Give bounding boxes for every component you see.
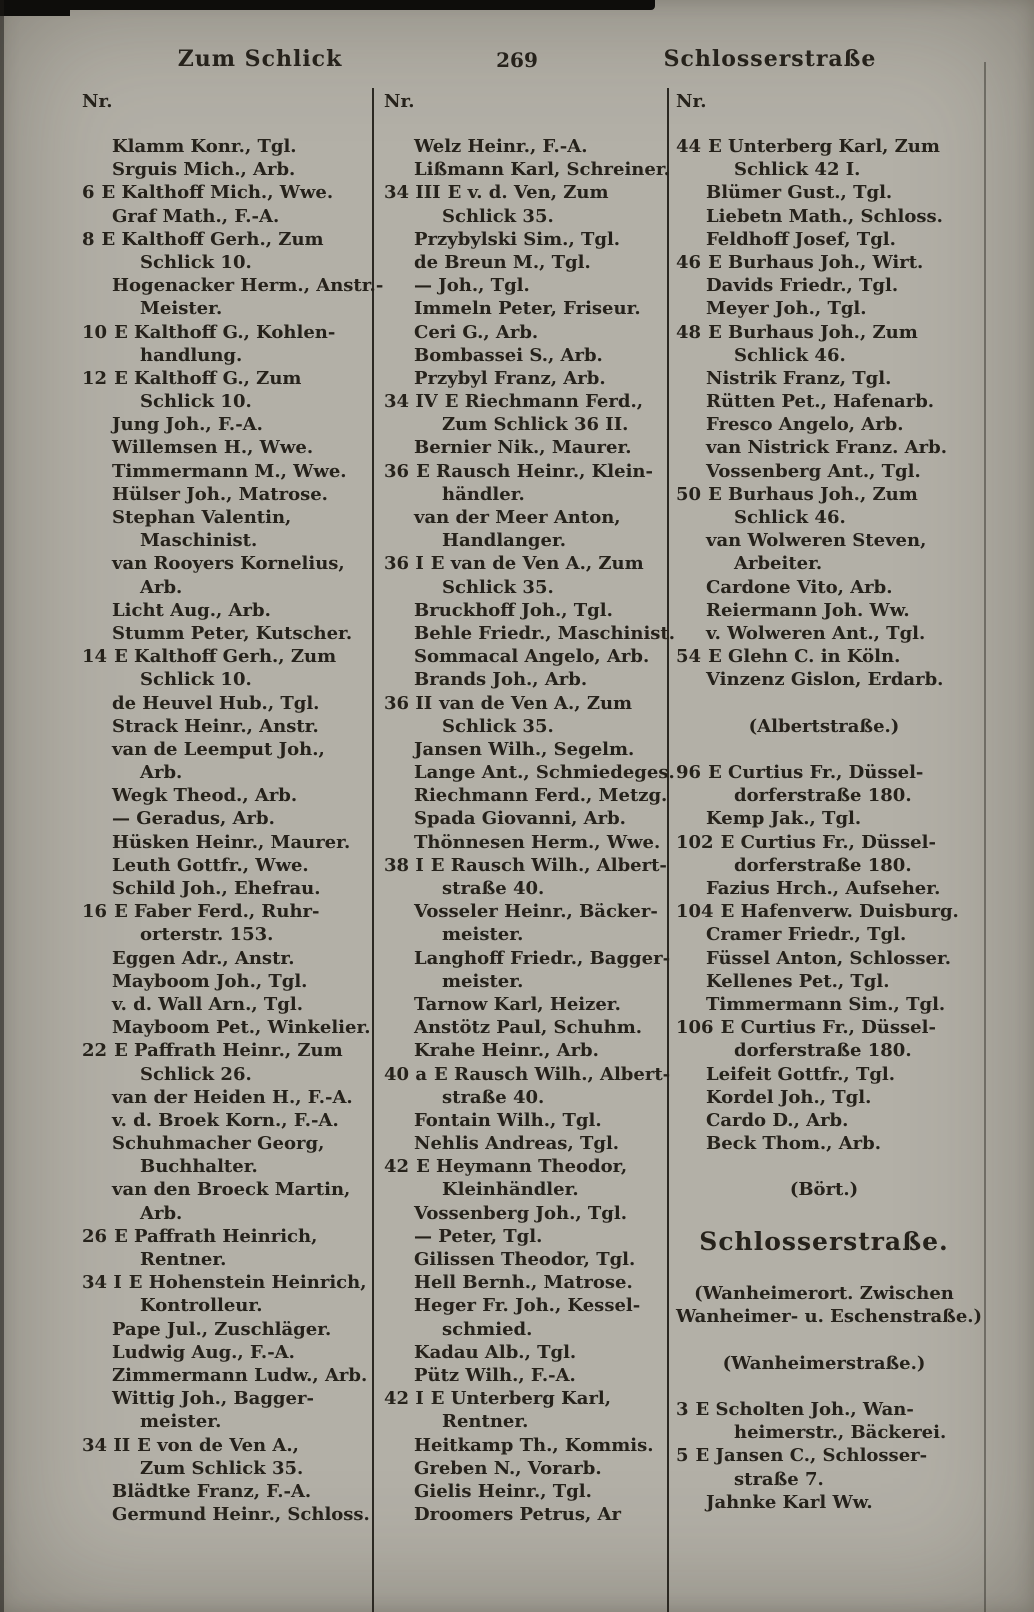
house-number: 36 II: [384, 692, 433, 714]
street-section-heading: Schlosserstraße.: [699, 1226, 949, 1256]
directory-line: Droomers Petrus, Ar: [414, 1504, 621, 1526]
directory-line: dorferstraße 180.: [734, 785, 912, 807]
directory-line: handlung.: [140, 344, 243, 366]
entry-text: E Rausch Heinr., Klein-: [416, 460, 653, 482]
column-rule-left: [372, 88, 374, 1612]
directory-line: Schuhmacher Georg,: [112, 1133, 325, 1155]
directory-entry-line: [676, 1016, 972, 1039]
directory-line: Bernier Nik., Maurer.: [414, 437, 632, 459]
entry-text: E Curtius Fr., Düssel-: [708, 762, 924, 784]
directory-line: Feldhoff Josef, Tgl.: [706, 228, 896, 250]
directory-line: Tarnow Karl, Heizer.: [414, 993, 621, 1015]
entry-text: E Curtius Fr., Düssel-: [720, 831, 936, 853]
directory-line: Fontain Wilh., Tgl.: [414, 1109, 602, 1131]
directory-line: Wanheimer- u. Eschenstraße.): [676, 1306, 983, 1328]
house-number: 14: [82, 646, 108, 668]
directory-line: Meyer Joh., Tgl.: [706, 298, 867, 320]
directory-line: Nehlis Andreas, Tgl.: [414, 1133, 620, 1155]
directory-line: Thönnesen Herm., Wwe.: [414, 831, 661, 853]
directory-line: v. d. Wall Arn., Tgl.: [112, 993, 303, 1015]
entry-text: E v. d. Ven, Zum: [447, 182, 609, 204]
house-number: 36: [384, 460, 410, 482]
house-number: 42: [384, 1156, 410, 1178]
directory-line: Licht Aug., Arb.: [112, 599, 271, 621]
directory-entry-line: [676, 761, 972, 784]
directory-line: Gilissen Theodor, Tgl.: [414, 1249, 636, 1270]
directory-line: Meister.: [140, 298, 223, 320]
directory-line: Rütten Pet., Hafenarb.: [706, 391, 935, 413]
directory-line: Kemp Jak., Tgl.: [706, 808, 862, 830]
directory-line: Jung Joh., F.-A.: [112, 414, 263, 436]
directory-line: Kellenes Pet., Tgl.: [706, 970, 890, 992]
entry-text: E Paffrath Heinrich,: [114, 1225, 318, 1247]
directory-entry-line: [384, 1387, 664, 1410]
directory-line: Füssel Anton, Schlosser.: [706, 947, 952, 969]
directory-line: Vossenberg Ant., Tgl.: [706, 460, 921, 482]
directory-line: Willemsen H., Wwe.: [112, 437, 314, 459]
house-number: 40 a: [384, 1063, 427, 1085]
house-number: 96: [676, 762, 702, 784]
entry-text: E Kalthoff Gerh., Zum: [101, 228, 324, 250]
entry-text: E Burhaus Joh., Wirt.: [708, 251, 924, 273]
scan-artifact-top-band: [0, 0, 655, 10]
directory-line: Krahe Heinr., Arb.: [414, 1040, 599, 1062]
directory-line: Eggen Adr., Anstr.: [112, 947, 295, 969]
directory-line: dorferstraße 180.: [734, 854, 912, 876]
house-number: 34 IV: [384, 391, 438, 413]
directory-line: Cramer Friedr., Tgl.: [706, 924, 907, 946]
directory-entry-line: [384, 390, 664, 413]
directory-line: Vosseler Heinr., Bäcker-: [414, 901, 658, 923]
directory-line: Heitkamp Th., Kommis.: [414, 1434, 654, 1456]
directory-line: (Albertstraße.): [748, 715, 900, 737]
directory-line: straße 7.: [734, 1468, 824, 1490]
directory-line: v. d. Broek Korn., F.-A.: [112, 1109, 339, 1131]
directory-entry-line: [82, 181, 370, 204]
nr-column-label: Nr.: [82, 91, 113, 112]
directory-line: van de Leemput Joh.,: [112, 738, 325, 760]
directory-line: Schlick 35.: [442, 576, 554, 598]
directory-line: Kordel Joh., Tgl.: [706, 1086, 872, 1108]
house-number: 26: [82, 1225, 108, 1247]
house-number: 44: [676, 136, 702, 157]
directory-line: de Breun M., Tgl.: [414, 251, 591, 273]
directory-entry-line: [676, 135, 972, 158]
house-number: 48: [676, 321, 702, 343]
directory-line: Germund Heinr., Schloss.: [112, 1504, 370, 1526]
directory-entry-line: [676, 483, 972, 506]
entry-text: E Riechmann Ferd.,: [444, 391, 643, 413]
entry-text: E Curtius Fr., Düssel-: [720, 1017, 936, 1039]
entry-text: E van de Ven A., Zum: [430, 553, 644, 575]
directory-column: [384, 90, 676, 1526]
directory-line: de Heuvel Hub., Tgl.: [112, 692, 320, 714]
directory-line: Gielis Heinr., Tgl.: [414, 1480, 592, 1502]
directory-line: Sommacal Angelo, Arb.: [414, 646, 650, 668]
directory-entry-line: [384, 854, 667, 877]
entry-text: E von de Ven A.,: [137, 1434, 299, 1456]
directory-line: Blädtke Franz, F.-A.: [112, 1480, 312, 1502]
directory-line: van der Meer Anton,: [414, 507, 621, 528]
house-number: 12: [82, 367, 108, 389]
directory-line: Wegk Theod., Arb.: [112, 785, 298, 807]
directory-line: — Geradus, Arb.: [112, 808, 275, 830]
directory-line: Arb.: [140, 762, 183, 784]
directory-line: Graf Math., F.-A.: [112, 205, 280, 227]
directory-line: Immeln Peter, Friseur.: [414, 298, 641, 320]
directory-line: Rentner.: [442, 1411, 529, 1433]
directory-entry-line: [82, 1271, 370, 1294]
directory-line: Fazius Hrch., Aufseher.: [706, 878, 941, 899]
directory-entry-line: [676, 900, 972, 923]
scan-artifact-top-corner: [0, 0, 70, 16]
directory-line: meister.: [442, 970, 524, 992]
entry-text: E Burhaus Joh., Zum: [708, 483, 918, 505]
house-number: 6: [82, 182, 95, 204]
directory-line: Blümer Gust., Tgl.: [706, 182, 893, 204]
directory-line: Anstötz Paul, Schuhm.: [414, 1017, 643, 1039]
entry-text: E Kalthoff Mich., Wwe.: [101, 182, 334, 204]
directory-line: Vinzenz Gislon, Erdarb.: [706, 669, 944, 691]
directory-line: Stephan Valentin,: [112, 507, 292, 528]
directory-line: Reiermann Joh. Ww.: [706, 599, 910, 621]
page-number: 269: [496, 48, 538, 72]
directory-line: Fresco Angelo, Arb.: [706, 414, 904, 436]
directory-line: (Wanheimerort. Zwischen: [694, 1283, 954, 1304]
house-number: 54: [676, 646, 702, 668]
directory-entry-line: [676, 321, 972, 344]
house-number: 46: [676, 251, 702, 273]
directory-entry-line: [384, 460, 664, 483]
directory-line: Arb.: [140, 1202, 183, 1224]
directory-line: straße 40.: [442, 1086, 545, 1108]
directory-line: Schild Joh., Ehefrau.: [112, 878, 321, 899]
directory-line: Zum Schlick 35.: [140, 1457, 304, 1479]
directory-line: [676, 1155, 972, 1178]
directory-line: Leuth Gottfr., Wwe.: [112, 854, 309, 876]
directory-line: Kadau Alb., Tgl.: [414, 1341, 577, 1363]
directory-line: Schlick 10.: [140, 251, 252, 273]
directory-line: — Peter, Tgl.: [414, 1225, 543, 1247]
house-number: 10: [82, 321, 108, 343]
directory-line: Stumm Peter, Kutscher.: [112, 622, 353, 644]
directory-line: Ludwig Aug., F.-A.: [112, 1341, 295, 1363]
directory-line: Cardone Vito, Arb.: [706, 576, 893, 598]
directory-line: Beck Thom., Arb.: [706, 1133, 881, 1155]
directory-line: schmied.: [442, 1318, 533, 1340]
entry-text: E Burhaus Joh., Zum: [708, 321, 918, 343]
directory-line: Pape Jul., Zuschläger.: [112, 1318, 332, 1340]
directory-line: (Bört.): [789, 1179, 859, 1201]
house-number: 22: [82, 1040, 108, 1062]
directory-line: Ceri G., Arb.: [414, 321, 539, 343]
directory-entry-line: [82, 1039, 370, 1062]
entry-text: E Faber Ferd., Ruhr-: [114, 901, 320, 923]
directory-line: Schlick 46.: [734, 344, 846, 366]
directory-entry-line: [82, 645, 370, 668]
running-header-left: Zum Schlick: [177, 46, 343, 72]
directory-line: Riechmann Ferd., Metzg.: [414, 785, 668, 807]
directory-line: van Rooyers Kornelius,: [112, 553, 345, 575]
directory-line: [676, 738, 972, 761]
directory-line: Timmermann Sim., Tgl.: [706, 993, 946, 1015]
house-number: 42 I: [384, 1388, 424, 1410]
directory-entry-line: [676, 1444, 972, 1467]
entry-text: E Jansen C., Schlosser-: [695, 1445, 928, 1467]
directory-line: meister.: [442, 924, 524, 946]
directory-entry-line: [82, 900, 370, 923]
directory-line: Hell Bernh., Matrose.: [414, 1272, 633, 1294]
directory-line: Jansen Wilh., Segelm.: [414, 738, 635, 760]
directory-line: Srguis Mich., Arb.: [112, 159, 296, 181]
directory-line: Klamm Konr., Tgl.: [112, 136, 297, 157]
entry-text: E Hohenstein Heinrich,: [128, 1272, 367, 1294]
directory-entry-line: [82, 1434, 370, 1457]
directory-line: Schlick 10.: [140, 391, 252, 413]
directory-line: orterstr. 153.: [140, 924, 274, 946]
directory-entry-line: [676, 645, 972, 668]
house-number: 104: [676, 901, 714, 923]
directory-entry-line: [82, 367, 370, 390]
directory-line: Rentner.: [140, 1249, 227, 1270]
entry-text: E Unterberg Karl,: [430, 1388, 612, 1410]
directory-column: [82, 90, 384, 1526]
directory-line: Timmermann M., Wwe.: [112, 460, 347, 482]
house-number: 34 II: [82, 1434, 131, 1456]
directory-line: Welz Heinr., F.-A.: [414, 136, 588, 157]
directory-line: Bruckhoff Joh., Tgl.: [414, 599, 613, 621]
directory-line: Heger Fr. Joh., Kessel-: [414, 1295, 641, 1317]
directory-line: van Nistrick Franz. Arb.: [706, 437, 947, 459]
scan-artifact-right-edge: [984, 62, 986, 1612]
house-number: 36 I: [384, 553, 424, 575]
directory-line: Zimmermann Ludw., Arb.: [112, 1364, 368, 1386]
directory-line: Arb.: [140, 576, 183, 598]
directory-line: Hüsken Heinr., Maurer.: [112, 831, 351, 853]
directory-line: Schlick 42 I.: [734, 159, 861, 181]
entry-text: E Unterberg Karl, Zum: [708, 136, 940, 157]
directory-line: Mayboom Joh., Tgl.: [112, 970, 308, 992]
entry-text: E Rausch Wilh., Albert-: [430, 854, 667, 876]
directory-line: Behle Friedr., Maschinist.: [414, 622, 676, 644]
directory-line: van Wolweren Steven,: [706, 530, 927, 552]
directory-line: Kleinhändler.: [442, 1179, 579, 1201]
directory-line: [676, 1375, 972, 1398]
directory-line: Schlick 35.: [442, 715, 554, 737]
directory-line: Schlick 26.: [140, 1063, 252, 1085]
entry-text: E Kalthoff G., Zum: [114, 367, 302, 389]
entry-text: E Scholten Joh., Wan-: [695, 1398, 914, 1420]
directory-line: Spada Giovanni, Arb.: [414, 808, 626, 830]
directory-line: Vossenberg Joh., Tgl.: [414, 1202, 627, 1224]
directory-line: Jahnke Karl Ww.: [706, 1491, 873, 1513]
directory-line: Brands Joh., Arb.: [414, 669, 588, 691]
house-number: 34 I: [82, 1272, 122, 1294]
entry-text: E Heymann Theodor,: [416, 1156, 628, 1178]
directory-line: Kontrolleur.: [140, 1295, 263, 1317]
directory-line: Hogenacker Herm., Anstr.-: [112, 275, 384, 297]
house-number: 50: [676, 483, 702, 505]
directory-column: [676, 90, 983, 1514]
directory-line: Davids Friedr., Tgl.: [706, 275, 899, 297]
directory-line: Langhoff Friedr., Bagger-: [414, 947, 671, 969]
directory-line: Handlanger.: [442, 530, 567, 552]
directory-entry-line: [676, 1398, 972, 1421]
house-number: 38 I: [384, 854, 424, 876]
directory-line: Przybylski Sim., Tgl.: [414, 228, 621, 250]
entry-text: E Kalthoff G., Kohlen-: [114, 321, 336, 343]
directory-line: dorferstraße 180.: [734, 1040, 912, 1062]
directory-entry-line: [82, 228, 370, 251]
directory-line: Schlick 35.: [442, 205, 554, 227]
directory-line: Bombassei S., Arb.: [414, 344, 603, 366]
directory-line: Hülser Joh., Matrose.: [112, 483, 328, 505]
directory-entry-line: [384, 552, 664, 575]
directory-line: Maschinist.: [140, 530, 258, 552]
directory-line: [676, 1202, 972, 1225]
entry-text: E Hafenverw. Duisburg.: [720, 901, 959, 923]
directory-line: Schlick 46.: [734, 507, 846, 528]
directory-entry-line: [384, 1063, 671, 1086]
directory-line: Schlick 10.: [140, 669, 252, 691]
directory-line: meister.: [140, 1411, 222, 1433]
house-number: 5: [676, 1445, 689, 1467]
nr-column-label: Nr.: [676, 91, 707, 112]
directory-line: Cardo D., Arb.: [706, 1109, 849, 1131]
directory-entry-line: [82, 321, 370, 344]
entry-text: E Glehn C. in Köln.: [708, 646, 901, 668]
house-number: 34 III: [384, 182, 441, 204]
running-header-right: Schlosserstraße: [663, 46, 877, 72]
directory-line: van den Broeck Martin,: [112, 1179, 351, 1201]
directory-line: — Joh., Tgl.: [414, 275, 530, 297]
directory-line: Zum Schlick 36 II.: [442, 414, 629, 436]
house-number: 8: [82, 228, 95, 250]
directory-entry-line: [384, 692, 664, 715]
scan-artifact-left-edge: [0, 0, 4, 1612]
house-number: 102: [676, 831, 714, 853]
directory-line: Mayboom Pet., Winkelier.: [112, 1017, 371, 1039]
directory-line: händler.: [442, 483, 525, 505]
directory-line: v. Wolweren Ant., Tgl.: [706, 622, 926, 644]
house-number: 3: [676, 1398, 689, 1420]
directory-line: [676, 692, 972, 715]
directory-line: Wittig Joh., Bagger-: [112, 1388, 314, 1410]
directory-entry-line: [384, 1155, 664, 1178]
directory-line: Lißmann Karl, Schreiner.: [414, 159, 670, 181]
directory-entry-line: [676, 831, 972, 854]
directory-line: Liebetn Math., Schloss.: [706, 205, 943, 227]
directory-entry-line: [82, 1225, 370, 1248]
entry-text: E Rausch Wilh., Albert-: [433, 1063, 671, 1085]
entry-text: E Paffrath Heinr., Zum: [114, 1040, 343, 1062]
directory-line: straße 40.: [442, 878, 545, 899]
entry-text: E Kalthoff Gerh., Zum: [114, 646, 337, 668]
directory-line: heimerstr., Bäckerei.: [734, 1422, 947, 1444]
entry-text: van de Ven A., Zum: [439, 692, 633, 714]
directory-line: Pütz Wilh., F.-A.: [414, 1364, 576, 1386]
directory-line: Buchhalter.: [140, 1156, 258, 1178]
directory-entry-line: [384, 181, 664, 204]
directory-line: van der Heiden H., F.-A.: [112, 1086, 353, 1108]
directory-line: [676, 1259, 972, 1282]
directory-line: [676, 1328, 972, 1351]
directory-line: Greben N., Vorarb.: [414, 1457, 602, 1479]
directory-line: Przybyl Franz, Arb.: [414, 367, 606, 389]
directory-line: Leifeit Gottfr., Tgl.: [706, 1063, 896, 1085]
nr-column-label: Nr.: [384, 91, 415, 112]
directory-line: Lange Ant., Schmiedeges.: [414, 762, 675, 784]
column-rule-right: [667, 88, 669, 1612]
directory-line: Strack Heinr., Anstr.: [112, 715, 319, 737]
house-number: 16: [82, 901, 108, 923]
directory-entry-line: [676, 251, 972, 274]
directory-line: Nistrik Franz, Tgl.: [706, 367, 892, 389]
house-number: 106: [676, 1017, 714, 1039]
directory-line: Arbeiter.: [734, 553, 823, 575]
directory-line: (Wanheimerstraße.): [722, 1352, 926, 1374]
